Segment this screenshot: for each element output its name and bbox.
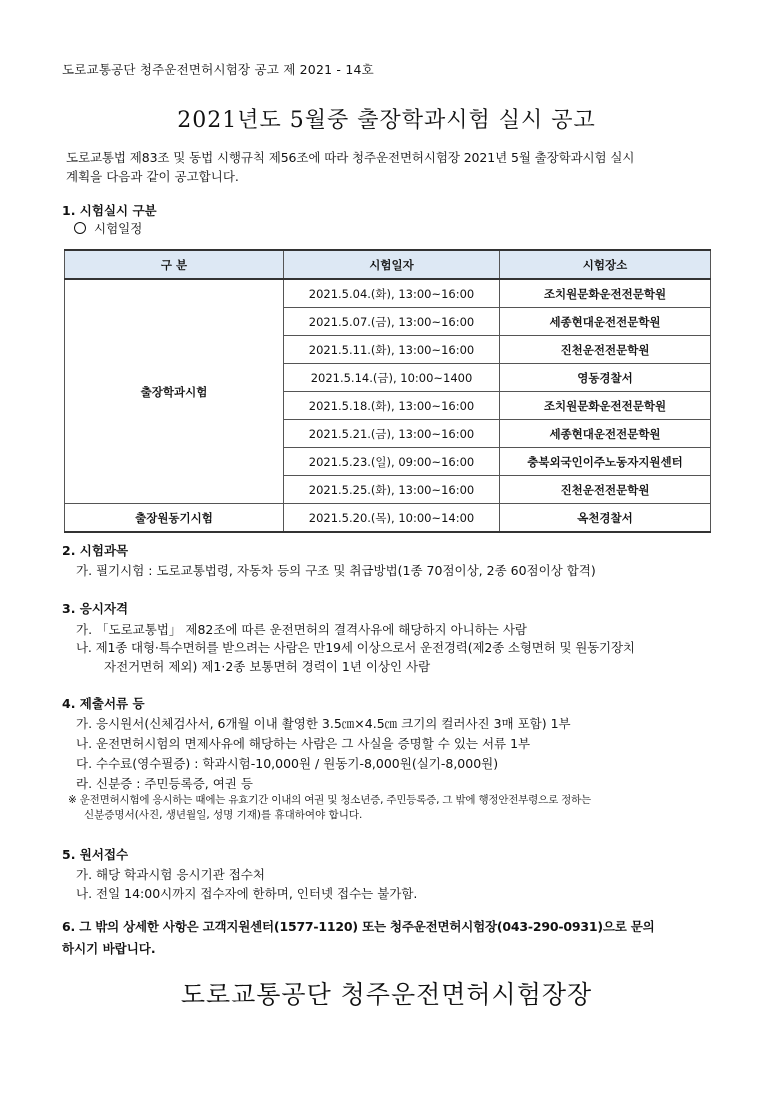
place-cell: 세종현대운전전문학원: [500, 420, 711, 448]
document-number: 도로교통공단 청주운전면허시험장 공고 제 2021 - 14호: [62, 62, 374, 77]
section1-heading: 1. 시험실시 구분: [62, 203, 157, 218]
date-cell: 2021.5.14.(금), 10:00~1400: [284, 364, 500, 392]
place-cell: 조치원문화운전전문학원: [500, 279, 711, 308]
schedule-subheading: [66, 219, 142, 237]
section4-heading: 4. 제출서류 등: [62, 696, 145, 711]
column-header-place: 시험장소: [500, 250, 711, 279]
section3-item-a: 가. 「도로교통법」 제82조에 따른 운전면허의 결격사유에 해당하지 아니하는 사람: [76, 622, 527, 637]
date-cell: 2021.5.21.(금), 13:00~16:00: [284, 420, 500, 448]
section4-note-line1: ※ 운전면허시험에 응시하는 때에는 유효기간 이내의 여권 및 청소년증, 주민등록증, 그 밖에 행정안전부령으로 정하는: [68, 794, 591, 806]
schedule-subheading-text: 시험일정: [94, 221, 143, 236]
category-cell: 출장학과시험: [65, 279, 284, 504]
column-header-date: 시험일자: [284, 250, 500, 279]
date-cell: 2021.5.11.(화), 13:00~16:00: [284, 336, 500, 364]
place-cell: 진천운전전문학원: [500, 476, 711, 504]
intro-line-2: 계획을 다음과 같이 공고합니다.: [66, 169, 239, 184]
date-cell: 2021.5.04.(화), 13:00~16:00: [284, 279, 500, 308]
section4-note-line2: 신분증명서(사진, 생년월일, 성명 기재)를 휴대하여야 합니다.: [84, 809, 363, 821]
section4-item-c: 다. 수수료(영수필증) : 학과시험-10,000원 / 원동기-8,000원(실기-8,000원): [76, 756, 499, 771]
place-cell: 진천운전전문학원: [500, 336, 711, 364]
place-cell: 옥천경찰서: [500, 504, 711, 533]
date-cell: 2021.5.23.(일), 09:00~16:00: [284, 448, 500, 476]
place-cell: 충북외국인이주노동자지원센터: [500, 448, 711, 476]
section5-heading: 5. 원서접수: [62, 847, 129, 862]
section4-note: [68, 793, 713, 823]
date-cell: 2021.5.07.(금), 13:00~16:00: [284, 308, 500, 336]
intro-paragraph: [66, 148, 716, 186]
place-cell: 영동경찰서: [500, 364, 711, 392]
section5-item-a: 가. 해당 학과시험 응시기관 접수처: [76, 867, 265, 882]
table-row: [65, 279, 711, 308]
section5-item-b: 나. 전일 14:00시까지 접수자에 한하며, 인터넷 접수는 불가함.: [76, 886, 418, 901]
place-cell: 세종현대운전전문학원: [500, 308, 711, 336]
date-cell: 2021.5.18.(화), 13:00~16:00: [284, 392, 500, 420]
date-cell: 2021.5.25.(화), 13:00~16:00: [284, 476, 500, 504]
section6-paragraph: [62, 916, 712, 960]
date-cell: 2021.5.20.(목), 10:00~14:00: [284, 504, 500, 533]
intro-line-1: 도로교통법 제83조 및 동법 시행규칙 제56조에 따라 청주운전면허시험장 2021년 5월 출장학과시험 실시: [66, 150, 635, 165]
place-cell: 조치원문화운전전문학원: [500, 392, 711, 420]
circle-bullet-icon: [74, 222, 86, 234]
column-header-category: 구 분: [65, 250, 284, 279]
section3-item-b: [76, 638, 711, 676]
section6-line1: 6. 그 밖의 상세한 사항은 고객지원센터(1577-1120) 또는 청주운전면허시험장(043-290-0931)으로 문의: [62, 919, 655, 934]
section2-heading: 2. 시험과목: [62, 543, 129, 558]
section4-item-a: 가. 응시원서(신체검사서, 6개월 이내 촬영한 3.5㎝×4.5㎝ 크기의 컬러사진 3매 포함) 1부: [76, 716, 571, 731]
section3-item-b-line1: 나. 제1종 대형·특수면허를 받으려는 사람은 만19세 이상으로서 운전경력(제2종 소형면허 및 원동기장치: [76, 640, 635, 655]
table-row: [65, 504, 711, 533]
section2-item-a: 가. 필기시험 : 도로교통법령, 자동차 등의 구조 및 취급방법(1종 70점이상, 2종 60점이상 합격): [76, 563, 596, 578]
section3-heading: 3. 응시자격: [62, 601, 129, 616]
category-cell: 출장원동기시험: [65, 504, 284, 533]
section3-item-b-line2: 자전거면허 제외) 제1·2종 보통면허 경력이 1년 이상인 사람: [104, 659, 431, 674]
notice-title: 2021년도 5월중 출장학과시험 실시 공고: [177, 108, 596, 133]
section4-item-d: 라. 신분증 : 주민등록증, 여권 등: [76, 776, 253, 791]
section6-line2: 하시기 바랍니다.: [62, 941, 156, 956]
schedule-table: [64, 249, 711, 533]
table-header-row: [65, 250, 711, 279]
section4-item-b: 나. 운전면허시험의 면제사유에 해당하는 사람은 그 사실을 증명할 수 있는 서류 1부: [76, 736, 531, 751]
issuer-signature: 도로교통공단 청주운전면허시험장장: [180, 980, 593, 1009]
